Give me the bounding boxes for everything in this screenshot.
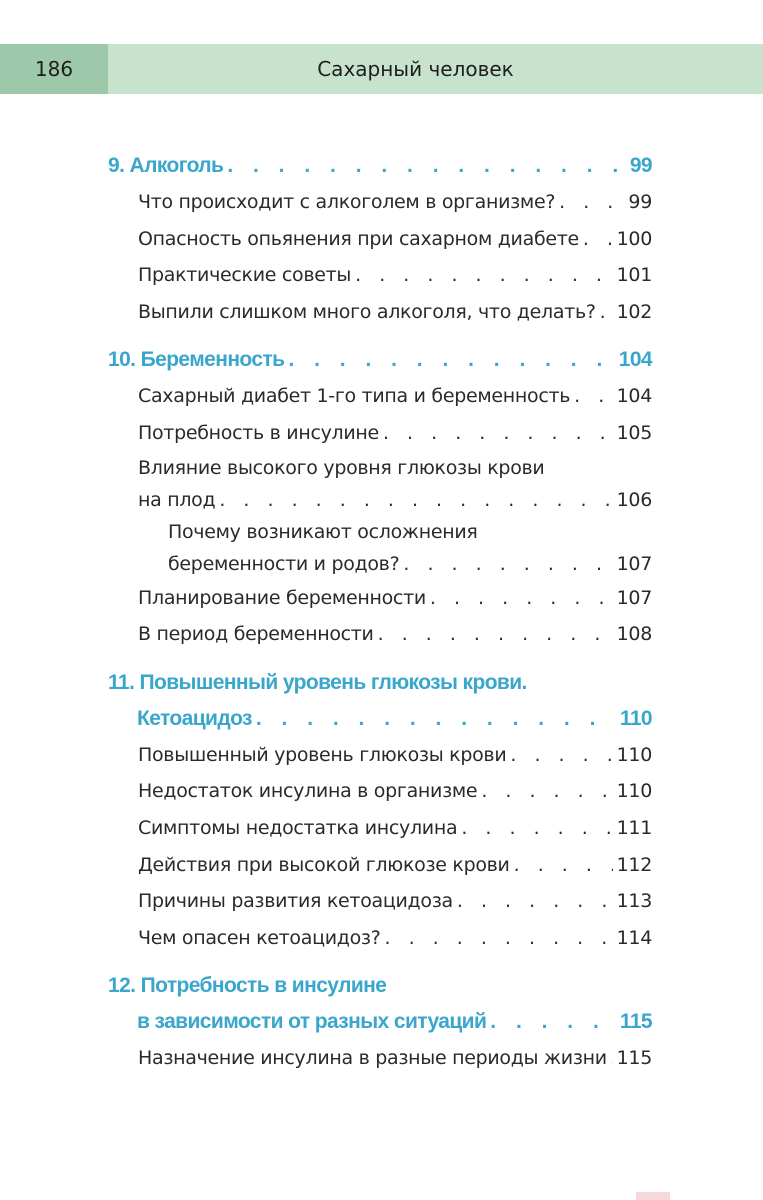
chapter-page: 110 xyxy=(619,706,652,730)
leader-dots xyxy=(481,773,612,810)
toc-entry[interactable] xyxy=(108,616,652,653)
leader-dots xyxy=(600,294,613,331)
toc-entry-line2[interactable] xyxy=(108,484,652,516)
leader-dots xyxy=(574,378,612,415)
leader-dots xyxy=(559,184,624,221)
entry-page: 107 xyxy=(616,552,652,575)
entry-page: 112 xyxy=(616,853,652,876)
leader-dots xyxy=(430,580,613,617)
leader-dots xyxy=(611,1040,613,1077)
toc-entry[interactable] xyxy=(108,257,652,294)
toc-subentry-line1[interactable] xyxy=(108,516,652,548)
chapter-title: 12. Потребность в инсулине xyxy=(108,974,387,998)
chapter-title: 10. Беременность xyxy=(108,348,285,372)
chapter-heading-line1[interactable] xyxy=(108,968,652,1004)
toc-entry[interactable] xyxy=(108,773,652,810)
leader-dots xyxy=(219,484,612,516)
entry-title: Планирование беременности xyxy=(138,586,426,609)
chapter-title: 9. Алкоголь xyxy=(108,154,224,177)
entry-title-cont: на плод xyxy=(138,488,216,511)
entry-title: Опасность опьянения при сахарном диабете xyxy=(138,227,579,250)
leader-dots xyxy=(490,1004,616,1040)
entry-page: 115 xyxy=(616,1047,652,1070)
entry-page: 107 xyxy=(616,586,652,609)
entry-title: Назначение инсулина в разные периоды жизни xyxy=(138,1047,607,1070)
chapter-heading-line1[interactable] xyxy=(108,665,652,701)
entry-title: Влияние высокого уровня глюкозы крови xyxy=(138,456,545,479)
entry-title: Симптомы недостатка инсулина xyxy=(138,816,458,839)
toc-entry[interactable] xyxy=(108,1040,652,1077)
toc-entry[interactable] xyxy=(108,847,652,884)
entry-title: Сахарный диабет 1-го типа и беременность xyxy=(138,385,571,408)
entry-title: Повышенный уровень глюкозы крови xyxy=(138,743,507,766)
chapter-10 xyxy=(108,342,652,652)
entry-page: 106 xyxy=(616,488,652,511)
chapter-heading[interactable] xyxy=(108,148,652,184)
entry-page: 108 xyxy=(616,623,652,646)
entry-title: В период беременности xyxy=(138,623,374,646)
entry-page: 100 xyxy=(616,227,652,250)
leader-dots xyxy=(355,257,613,294)
toc-entry[interactable] xyxy=(108,378,652,415)
toc-entry[interactable] xyxy=(108,580,652,617)
toc-entry[interactable] xyxy=(108,920,652,957)
chapter-11 xyxy=(108,665,652,957)
entry-page: 102 xyxy=(616,300,652,323)
chapter-heading-line2[interactable] xyxy=(108,1004,652,1040)
entry-title: Чем опасен кетоацидоз? xyxy=(138,926,381,949)
leader-dots xyxy=(583,221,613,258)
leader-dots xyxy=(383,415,613,452)
chapter-heading-line2[interactable] xyxy=(108,701,652,737)
subentry-title-cont: беременности и родов? xyxy=(168,552,400,575)
entry-title: Недостаток инсулина в организме xyxy=(138,780,478,803)
toc-entry[interactable] xyxy=(108,294,652,331)
chapter-title-cont: Кетоацидоз xyxy=(137,706,252,730)
chapter-heading[interactable] xyxy=(108,342,652,378)
entry-page: 114 xyxy=(616,926,652,949)
entry-page: 101 xyxy=(616,264,652,287)
leader-dots xyxy=(256,701,616,737)
book-title: Сахарный человек xyxy=(108,44,763,94)
toc-entry[interactable] xyxy=(108,737,652,774)
leader-dots xyxy=(510,737,612,774)
entry-page: 111 xyxy=(616,816,652,839)
leader-dots xyxy=(385,920,613,957)
entry-title: Выпили слишком много алкоголя, что делать? xyxy=(138,300,596,323)
entry-title: Действия при высокой глюкозе крови xyxy=(138,853,510,876)
leader-dots xyxy=(461,810,612,847)
page-number: 186 xyxy=(0,44,108,94)
toc-entry-line1[interactable] xyxy=(108,452,652,484)
entry-page: 110 xyxy=(616,780,652,803)
leader-dots xyxy=(403,548,612,580)
table-of-contents xyxy=(108,148,652,1077)
chapter-12 xyxy=(108,968,652,1077)
entry-page: 105 xyxy=(616,421,652,444)
entry-page: 104 xyxy=(616,385,652,408)
toc-entry[interactable] xyxy=(108,221,652,258)
toc-entry[interactable] xyxy=(108,184,652,221)
toc-entry[interactable] xyxy=(108,883,652,920)
chapter-page: 115 xyxy=(619,1010,652,1034)
entry-page: 110 xyxy=(616,743,652,766)
entry-title: Потребность в инсулине xyxy=(138,421,379,444)
chapter-title: 11. Повышенный уровень глюкозы крови. xyxy=(108,670,527,694)
entry-title: Практические советы xyxy=(138,264,352,287)
page-corner-mark xyxy=(636,1192,670,1200)
toc-entry[interactable] xyxy=(108,810,652,847)
toc-subentry-line2[interactable] xyxy=(108,548,652,580)
leader-dots xyxy=(288,342,614,378)
subentry-title: Почему возникают осложнения xyxy=(168,520,478,543)
chapter-page: 104 xyxy=(618,348,652,372)
entry-page: 113 xyxy=(616,890,652,913)
leader-dots xyxy=(457,883,613,920)
leader-dots xyxy=(378,616,613,653)
leader-dots xyxy=(227,148,625,184)
chapter-title-cont: в зависимости от разных ситуаций xyxy=(137,1010,487,1034)
chapter-page: 99 xyxy=(629,154,652,177)
running-header xyxy=(0,44,763,94)
entry-title: Что происходит с алкоголем в организме? xyxy=(138,191,556,213)
entry-title: Причины развития кетоацидоза xyxy=(138,890,453,913)
leader-dots xyxy=(514,847,613,884)
toc-entry[interactable] xyxy=(108,415,652,452)
entry-page: 99 xyxy=(628,191,652,213)
chapter-9 xyxy=(108,148,652,330)
